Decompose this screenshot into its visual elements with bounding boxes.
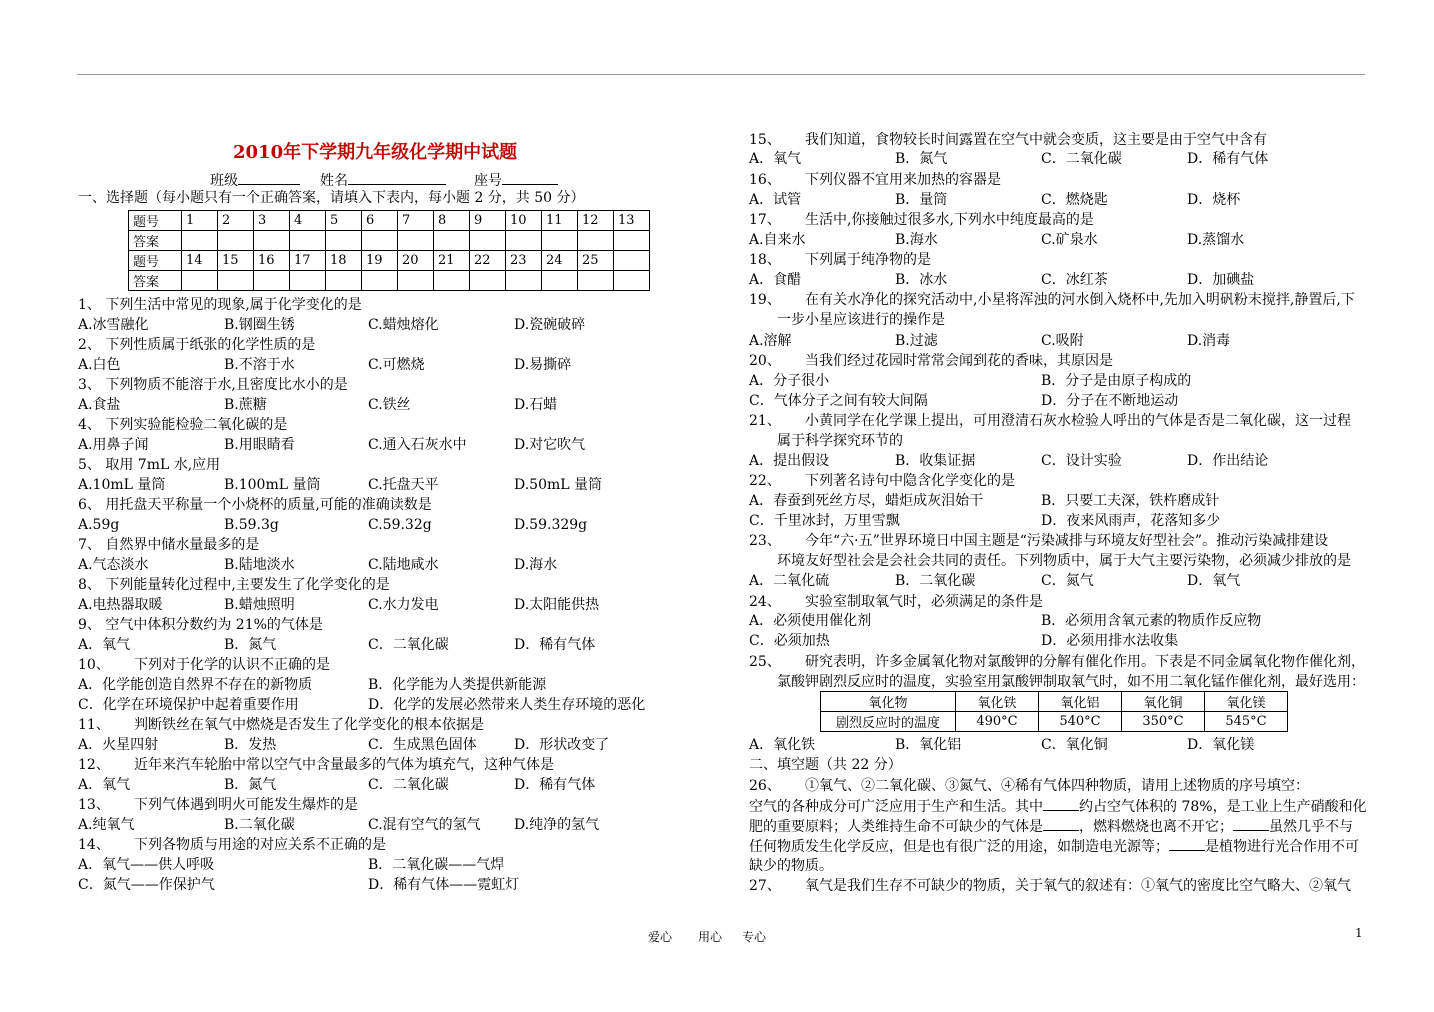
- answer-cell: [218, 271, 254, 291]
- class-field: 班级: [210, 170, 300, 190]
- answer-cell: [614, 271, 650, 291]
- answer-cell: [362, 271, 398, 291]
- option: A.59g: [78, 517, 120, 533]
- question-26-line: 空气的各种成分可广泛应用于生产和生活。其中 约占空气体积的 78%，是工业上生产硝酸和化: [749, 796, 1367, 816]
- option: D．加碘盐: [1187, 272, 1255, 288]
- option: B.陆地淡水: [224, 557, 295, 573]
- answer-cell: [470, 271, 506, 291]
- table-cell: 17: [290, 251, 326, 271]
- table-header: 答案: [129, 231, 182, 251]
- question-3: 3、 下列物质不能溶于水,且密度比水小的是: [78, 377, 348, 393]
- question-19: 19、 在有关水净化的探究活动中,小星将浑浊的河水倒入烧杯中,先加入明矾粉末搅拌,静置后,下: [749, 292, 1355, 308]
- option: B．冰水: [895, 272, 948, 288]
- table-cell: 剧烈反应时的温度: [821, 712, 956, 732]
- table-cell: 1: [182, 211, 218, 231]
- name-field: 姓名: [320, 170, 446, 190]
- table-cell: 5: [326, 211, 362, 231]
- question-11: 11、 判断铁丝在氧气中燃烧是否发生了化学变化的根本依据是: [78, 717, 484, 733]
- option: C.铁丝: [368, 397, 411, 413]
- option: D．形状改变了: [514, 737, 610, 753]
- question-27: 27、 氧气是我们生存不可缺少的物质，关于氧气的叙述有：①氧气的密度比空气略大、②氧气: [749, 878, 1351, 894]
- option: A．食醋: [749, 272, 802, 288]
- option: C．必须加热: [749, 633, 830, 649]
- option: C．氮气: [1041, 573, 1094, 589]
- option: D.纯净的氢气: [514, 817, 600, 833]
- option: C.混有空气的氢气: [368, 817, 481, 833]
- option: D．稀有气体: [514, 777, 596, 793]
- option: A.食盐: [78, 397, 121, 413]
- option: A．必须使用催化剂: [749, 613, 872, 629]
- option: D．作出结论: [1187, 453, 1269, 469]
- option: C．冰红茶: [1041, 272, 1108, 288]
- answer-cell: [326, 231, 362, 251]
- option: B．量筒: [895, 192, 948, 208]
- question-21: 21、 小黄同学在化学课上提出，可用澄清石灰水检验人呼出的气体是否是二氧化碳，这一过程: [749, 413, 1351, 429]
- option: B．氧化铝: [895, 737, 962, 753]
- table-cell: 8: [434, 211, 470, 231]
- question-22: 22、 下列著名诗句中隐含化学变化的是: [749, 473, 1015, 489]
- question-18: 18、 下列属于纯净物的是: [749, 252, 931, 268]
- table-cell: 10: [506, 211, 542, 231]
- question-25-cont: 氯酸钾剧烈反应时的温度，实验室用氯酸钾制取氧气时，如不用二氧化锰作催化剂，最好选用：: [777, 674, 1365, 690]
- option: B．发热: [224, 737, 277, 753]
- option: B.二氧化碳: [224, 817, 295, 833]
- table-cell: 24: [542, 251, 578, 271]
- table-header: 氧化铁: [956, 692, 1039, 712]
- table-cell: 6: [362, 211, 398, 231]
- table-cell: 22: [470, 251, 506, 271]
- table-header: 氧化物: [821, 692, 956, 712]
- answer-cell: [398, 271, 434, 291]
- option: C.托盘天平: [368, 477, 439, 493]
- option: D.蒸馏水: [1187, 232, 1245, 248]
- answer-cell: [290, 271, 326, 291]
- page-title: 2010年下学期九年级化学期中试题: [233, 142, 518, 163]
- answer-cell: [434, 271, 470, 291]
- table-cell: 14: [182, 251, 218, 271]
- option: B．收集证据: [895, 453, 976, 469]
- footer-care: 用心: [698, 930, 723, 944]
- option: C．生成黑色固体: [368, 737, 477, 753]
- option: D．必须用排水法收集: [1041, 633, 1179, 649]
- option: B.不溶于水: [224, 357, 295, 373]
- question-9: 9、 空气中体积分数约为 21%的气体是: [78, 617, 323, 633]
- option: A.电热器取暖: [78, 597, 163, 613]
- option: D．夜来风雨声，花落知多少: [1041, 513, 1221, 529]
- option: C．氧化铜: [1041, 737, 1108, 753]
- table-cell: 23: [506, 251, 542, 271]
- option: D.59.329g: [514, 517, 588, 533]
- question-19-cont: 一步小星应该进行的操作是: [777, 312, 945, 328]
- question-20: 20、 当我们经过花园时常常会闻到花的香味，其原因是: [749, 353, 1113, 369]
- answer-cell: [506, 271, 542, 291]
- table-cell: 19: [362, 251, 398, 271]
- option: C.吸附: [1041, 333, 1084, 349]
- option: B.钢圈生锈: [224, 317, 295, 333]
- seat-field: 座号: [474, 170, 558, 190]
- option: B．只要工夫深，铁杵磨成针: [1041, 493, 1220, 509]
- option: B．化学能为人类提供新能源: [368, 677, 547, 693]
- option: A．火星四射: [78, 737, 159, 753]
- option: B．二氧化碳: [895, 573, 976, 589]
- option: B.59.3g: [224, 517, 279, 533]
- option: B．氮气: [224, 777, 277, 793]
- option: D．氧气: [1187, 573, 1241, 589]
- answer-cell: [398, 231, 434, 251]
- option: A.自来水: [749, 232, 806, 248]
- question-24: 24、 实验室制取氧气时，必须满足的条件是: [749, 594, 1043, 610]
- option: A.冰雪融化: [78, 317, 149, 333]
- table-cell: 11: [542, 211, 578, 231]
- option: A.气态淡水: [78, 557, 149, 573]
- table-cell: 20: [398, 251, 434, 271]
- option: A．氧气: [78, 777, 131, 793]
- table-cell: 13: [614, 211, 650, 231]
- option: D.太阳能供热: [514, 597, 600, 613]
- option: D．分子在不断地运动: [1041, 393, 1179, 409]
- table-cell: 3: [254, 211, 290, 231]
- option: C.陆地咸水: [368, 557, 439, 573]
- option: C．气体分子之间有较大间隔: [749, 393, 928, 409]
- question-8: 8、 下列能量转化过程中,主要发生了化学变化的是: [78, 577, 390, 593]
- question-14: 14、 下列各物质与用途的对应关系不正确的是: [78, 837, 386, 853]
- answer-cell: [614, 231, 650, 251]
- table-cell: 540°C: [1039, 712, 1122, 732]
- question-26-line: 肥的重要原料；人类维持生命不可缺少的气体是 ，燃料燃烧也离不开它； 虽然几乎不与: [749, 816, 1353, 836]
- option: B.蜡烛照明: [224, 597, 295, 613]
- option: D.石蜡: [514, 397, 558, 413]
- answer-cell: [290, 231, 326, 251]
- answer-cell: [254, 271, 290, 291]
- answer-cell: [506, 231, 542, 251]
- option: B．氮气: [895, 151, 948, 167]
- table-header: 答案: [129, 271, 182, 291]
- question-4: 4、 下列实验能检验二氧化碳的是: [78, 417, 288, 433]
- option: C.蜡烛熔化: [368, 317, 439, 333]
- option: B.用眼睛看: [224, 437, 295, 453]
- table-header: 题号: [129, 251, 182, 271]
- option: D．烧杯: [1187, 192, 1241, 208]
- question-13: 13、 下列气体遇到明火可能发生爆炸的是: [78, 797, 358, 813]
- option: D.消毒: [1187, 333, 1231, 349]
- option: C.矿泉水: [1041, 232, 1098, 248]
- footer-love: 爱心: [648, 930, 673, 944]
- page-number: 1: [1355, 926, 1363, 940]
- option: D．稀有气体——霓虹灯: [368, 877, 520, 893]
- option: C.可燃烧: [368, 357, 425, 373]
- table-cell: 350°C: [1122, 712, 1205, 732]
- option: A.纯氧气: [78, 817, 135, 833]
- option: B．分子是由原子构成的: [1041, 373, 1192, 389]
- option: B.100mL 量筒: [224, 477, 321, 493]
- question-17: 17、 生活中,你接触过很多水,下列水中纯度最高的是: [749, 212, 1094, 228]
- option: D.易撕碎: [514, 357, 572, 373]
- section-heading-choice: 一、选择题（每小题只有一个正确答案，请填入下表内，每小题 2 分，共 50 分）: [78, 190, 585, 206]
- option: A．氧化铁: [749, 737, 816, 753]
- question-26: 26、 ①氧气、②二氧化碳、③氮气、④稀有气体四种物质，请用上述物质的序号填空：: [749, 778, 1309, 794]
- question-26-line: 缺少的物质。: [749, 858, 833, 874]
- option: C．化学在环境保护中起着重要作用: [78, 697, 299, 713]
- option: D．稀有气体: [514, 637, 596, 653]
- table-cell: 2: [218, 211, 254, 231]
- option: A．氧气: [78, 637, 131, 653]
- answer-cell: [578, 231, 614, 251]
- table-cell: 25: [578, 251, 614, 271]
- question-26-line: 任何物质发生化学反应，但是也有很广泛的用途，如制造电光源等； 是植物进行光合作用不可: [749, 836, 1359, 856]
- question-23-cont: 环境友好型社会是会社会共同的责任。下列物质中，属于大气主要污染物，必须减少排放的是: [777, 553, 1351, 569]
- option: A．分子很小: [749, 373, 830, 389]
- table-cell: 7: [398, 211, 434, 231]
- option: A．春蚕到死丝方尽，蜡炬成灰泪始干: [749, 493, 984, 509]
- option: A．提出假设: [749, 453, 830, 469]
- option: C．二氧化碳: [1041, 151, 1122, 167]
- option: A.用鼻子闻: [78, 437, 149, 453]
- option: A.白色: [78, 357, 121, 373]
- option: D.瓷碗破碎: [514, 317, 586, 333]
- table-cell: 490°C: [956, 712, 1039, 732]
- option: D．氧化镁: [1187, 737, 1255, 753]
- table-cell: 9: [470, 211, 506, 231]
- catalyst-table: [820, 691, 1288, 732]
- option: A.10mL 量筒: [78, 477, 166, 493]
- table-cell: [614, 251, 650, 271]
- table-cell: 18: [326, 251, 362, 271]
- answer-cell: [470, 231, 506, 251]
- answer-cell: [434, 231, 470, 251]
- table-cell: 21: [434, 251, 470, 271]
- option: D.50mL 量筒: [514, 477, 603, 493]
- question-25: 25、 研究表明，许多金属氧化物对氯酸钾的分解有催化作用。下表是不同金属氧化物作催化剂，: [749, 654, 1365, 670]
- question-2: 2、 下列性质属于纸张的化学性质的是: [78, 337, 316, 353]
- option: A．氧气: [749, 151, 802, 167]
- option: A.溶解: [749, 333, 792, 349]
- header-rule: [77, 74, 1365, 75]
- question-23: 23、 今年“六·五”世界环境日中国主题是“污染减排与环境友好型社会”。推动污染减排建设: [749, 533, 1329, 549]
- answer-cell: [254, 231, 290, 251]
- answer-cell: [218, 231, 254, 251]
- option: B.过滤: [895, 333, 938, 349]
- question-5: 5、 取用 7mL 水,应用: [78, 457, 221, 473]
- option: A．二氧化硫: [749, 573, 830, 589]
- question-21-cont: 属于科学探究环节的: [777, 433, 903, 449]
- table-header: 题号: [129, 211, 182, 231]
- question-10: 10、 下列对于化学的认识不正确的是: [78, 657, 330, 673]
- table-header: 氧化镁: [1205, 692, 1288, 712]
- option: D．稀有气体: [1187, 151, 1269, 167]
- answer-cell: [362, 231, 398, 251]
- option: C．二氧化碳: [368, 777, 449, 793]
- option: A．化学能创造自然界不存在的新物质: [78, 677, 313, 693]
- option: C．燃烧匙: [1041, 192, 1108, 208]
- option: C.水力发电: [368, 597, 439, 613]
- table-cell: 4: [290, 211, 326, 231]
- option: C．千里冰封，万里雪飘: [749, 513, 900, 529]
- table-cell: 16: [254, 251, 290, 271]
- answer-cell: [182, 271, 218, 291]
- option: B．氮气: [224, 637, 277, 653]
- answer-cell: [542, 231, 578, 251]
- option: D．化学的发展必然带来人类生存环境的恶化: [368, 697, 646, 713]
- option: C．二氧化碳: [368, 637, 449, 653]
- section-heading-fill: 二、填空题（共 22 分）: [749, 757, 902, 773]
- option: B．必须用含氧元素的物质作反应物: [1041, 613, 1262, 629]
- table-header: 氧化铜: [1122, 692, 1205, 712]
- option: B.海水: [895, 232, 938, 248]
- question-12: 12、 近年来汽车轮胎中常以空气中含量最多的气体为填充气，这种气体是: [78, 757, 554, 773]
- answer-cell: [182, 231, 218, 251]
- footer-focus: 专心: [742, 930, 767, 944]
- table-header: 氧化铝: [1039, 692, 1122, 712]
- table-cell: 15: [218, 251, 254, 271]
- option: D.对它吹气: [514, 437, 586, 453]
- option: B.蔗糖: [224, 397, 267, 413]
- question-15: 15、 我们知道，食物较长时间露置在空气中就会变质，这主要是由于空气中含有: [749, 132, 1267, 148]
- question-6: 6、 用托盘天平称量一个小烧杯的质量,可能的准确读数是: [78, 497, 432, 513]
- option: C．氮气——作保护气: [78, 877, 215, 893]
- question-16: 16、 下列仪器不宜用来加热的容器是: [749, 172, 1001, 188]
- table-cell: 545°C: [1205, 712, 1288, 732]
- option: A．氧气——供人呼吸: [78, 857, 215, 873]
- answer-cell: [578, 271, 614, 291]
- option: C.59.32g: [368, 517, 432, 533]
- option: C．设计实验: [1041, 453, 1122, 469]
- table-cell: 12: [578, 211, 614, 231]
- option: C.通入石灰水中: [368, 437, 467, 453]
- question-1: 1、 下列生活中常见的现象,属于化学变化的是: [78, 297, 362, 313]
- answer-cell: [326, 271, 362, 291]
- option: A．试管: [749, 192, 802, 208]
- answer-table: [128, 210, 650, 291]
- option: B．二氧化碳——气焊: [368, 857, 505, 873]
- question-7: 7、 自然界中储水量最多的是: [78, 537, 260, 553]
- answer-cell: [542, 271, 578, 291]
- option: D.海水: [514, 557, 558, 573]
